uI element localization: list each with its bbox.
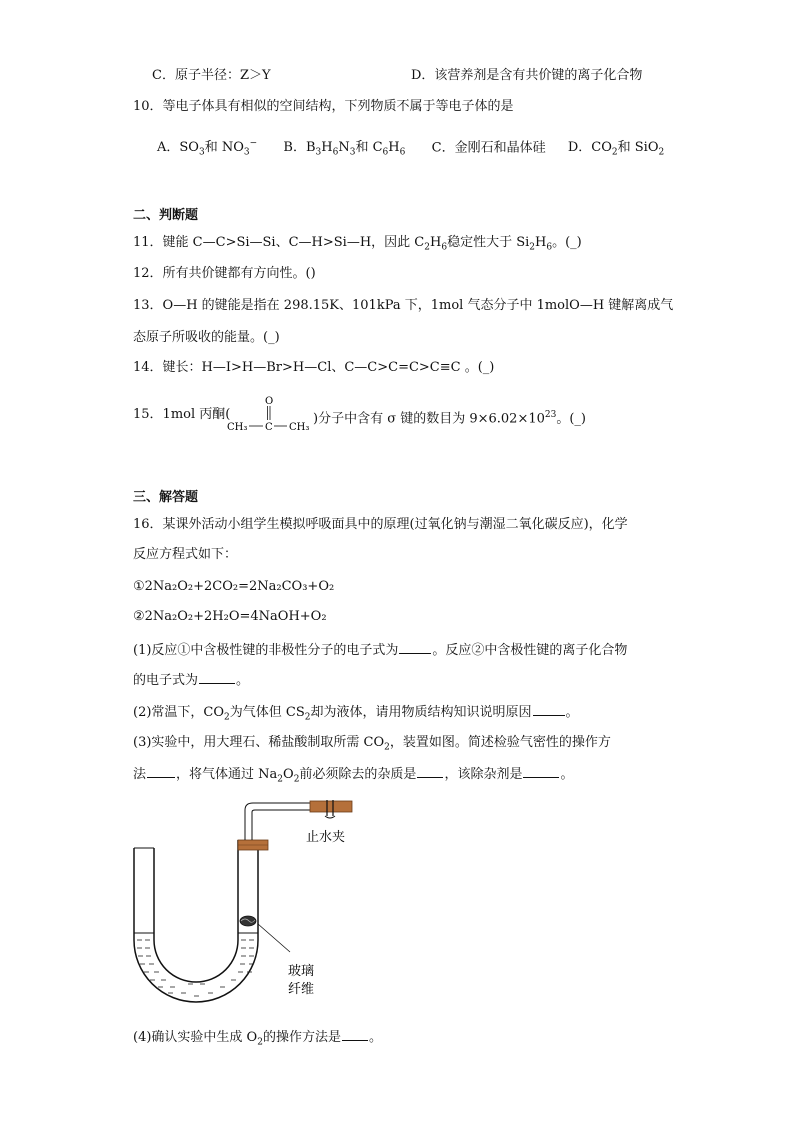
q10-option-b: B．$B_3H_6N_3$和 $C_6H_6$: [283, 140, 406, 158]
answer-blank[interactable]: [199, 670, 235, 684]
u-tube-inner: [154, 840, 238, 982]
q13-line1: 13．O—H 的键能是指在 298.15K、101kPa 下，1mol 气态分子中 1molO—H 键解离成气: [133, 298, 674, 313]
section-2-title: 二、判断题: [133, 208, 199, 223]
ketone-oxygen: O: [265, 396, 274, 407]
q10-option-a: A．$SO_3$和 $NO_3^-$: [157, 139, 258, 158]
q11: 11．键能 C—C>Si—Si、C—H>Si—H，因此 $C_2H_6$稳定性大于 $Si_2H_6$。(_): [133, 235, 582, 253]
liquid: [134, 933, 258, 1002]
answer-blank[interactable]: [523, 764, 559, 778]
q9-option-c: C．原子半径：Z＞Y: [152, 68, 271, 83]
glass-fiber: [240, 916, 256, 926]
answer-blank[interactable]: [533, 702, 565, 716]
q15-suffix: )分子中含有 σ 键的数目为 $9\times 6.02\times 10^{23}$。(_): [313, 410, 586, 427]
q13-line2: 态原子所吸收的能量。(_): [133, 330, 280, 345]
acetone-structure: [225, 394, 313, 434]
clamp-label: 止水夹: [306, 830, 346, 845]
q16-equation-1: ①2Na₂O₂+2CO₂=2Na₂CO₃+O₂: [133, 579, 335, 594]
q9-option-d: D．该营养剂是含有共价键的离子化合物: [411, 68, 643, 83]
q16-part1-line2: 的电子式为 。: [133, 670, 249, 690]
fiber-label-2: 纤维: [288, 982, 315, 997]
q10-option-c: C．金刚石和晶体硅: [431, 140, 546, 156]
q16-part3-line1: (3)实验中，用大理石、稀盐酸制取所需 $CO_2$，装置如图。简述检验气密性的操作方: [133, 735, 611, 753]
q10-option-d: D．$CO_2$和 SiO$_2$: [567, 140, 665, 158]
answer-blank[interactable]: [399, 640, 431, 654]
u-tube-apparatus-figure: [128, 800, 368, 1010]
answer-blank[interactable]: [342, 1027, 368, 1041]
q16-part4: (4)确认实验中生成 $O_2$的操作方法是 。: [133, 1027, 382, 1052]
answer-blank[interactable]: [417, 764, 443, 778]
q14: 14．键长：H—I>H—Br>H—Cl、C—C>C=C>C≡C 。(_): [133, 360, 495, 375]
rubber-hose: [310, 801, 352, 812]
q10-stem: 10．等电子体具有相似的空间结构，下列物质不属于等电子体的是: [133, 99, 514, 114]
q16-intro-1: 16．某课外活动小组学生模拟呼吸面具中的原理(过氧化钠与潮湿二氧化碳反应)，化学: [133, 517, 628, 532]
q16-part2: (2)常温下，$CO_2$为气体但 $CS_2$却为液体，请用物质结构知识说明原因 。: [133, 702, 579, 727]
answer-blank[interactable]: [147, 764, 175, 778]
q16-equation-2: ②2Na₂O₂+2H₂O=4NaOH+O₂: [133, 609, 327, 624]
q10-options: [157, 135, 664, 162]
fiber-label-1: 玻璃: [288, 964, 315, 979]
q16-intro-2: 反应方程式如下：: [133, 547, 238, 562]
q16-part1-line1: (1)反应①中含极性键的非极性分子的电子式为 。反应②中含极性键的离子化合物: [133, 640, 627, 660]
q16-part3-line2: 法 ，将气体通过 $Na_2O_2$前必须除去的杂质是 ，该除杂剂是 。: [133, 764, 573, 789]
section-3-title: 三、解答题: [133, 490, 199, 505]
q15-prefix: 15．1mol 丙酮(: [133, 407, 231, 422]
ketone-ch3-left: CH₃: [227, 422, 248, 433]
ketone-ch3-right: CH₃: [289, 422, 310, 433]
q12: 12．所有共价键都有方向性。(): [133, 266, 316, 281]
ketone-carbon: C: [265, 422, 273, 433]
